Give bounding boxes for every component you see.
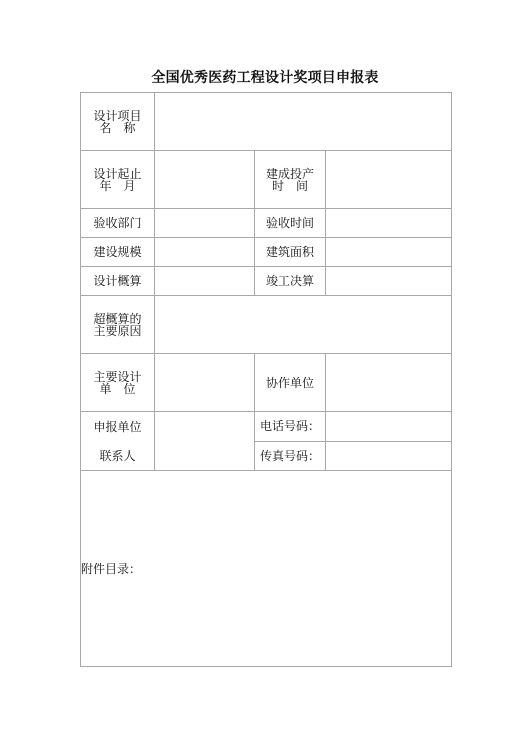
cooperation-unit-field[interactable] xyxy=(326,354,452,412)
final-accounts-label: 竣工决算 xyxy=(255,267,326,296)
main-design-unit-label-line2: 单 位 xyxy=(99,381,136,396)
phone-field[interactable] xyxy=(326,412,452,442)
project-name-label-line2: 名 称 xyxy=(99,120,136,135)
operation-time-field[interactable] xyxy=(326,151,452,209)
design-period-label xyxy=(81,151,155,209)
attachments-section[interactable] xyxy=(81,471,452,667)
building-area-field[interactable] xyxy=(326,238,452,267)
building-area-label: 建筑面积 xyxy=(255,238,326,267)
design-period-label-line2: 年 月 xyxy=(99,178,136,193)
acceptance-dept-label: 验收部门 xyxy=(81,209,155,238)
page-title: 全国优秀医药工程设计奖项目申报表 xyxy=(151,70,379,86)
design-budget-field[interactable] xyxy=(155,267,255,296)
fax-label: 传真号码： xyxy=(255,441,326,471)
row-over-budget xyxy=(81,296,452,354)
over-budget-reason-label-line1: 超概算的 xyxy=(93,311,142,326)
fax-field[interactable] xyxy=(326,441,452,471)
construction-scale-field[interactable] xyxy=(155,238,255,267)
application-form-table xyxy=(80,92,452,667)
row-budget xyxy=(81,267,452,296)
row-scale xyxy=(81,238,452,267)
project-name-label xyxy=(81,93,155,151)
acceptance-time-label: 验收时间 xyxy=(255,209,326,238)
project-name-label-line1: 设计项目 xyxy=(93,108,142,123)
operation-time-label-line1: 建成投产 xyxy=(265,166,314,181)
row-attachments xyxy=(81,471,452,667)
over-budget-reason-label-line2: 主要原因 xyxy=(93,323,142,338)
main-design-unit-label-line1: 主要设计 xyxy=(93,369,142,384)
design-budget-label: 设计概算 xyxy=(81,267,155,296)
applicant-contact-label-line1: 申报单位 xyxy=(93,419,142,434)
final-accounts-field[interactable] xyxy=(326,267,452,296)
row-design-period xyxy=(81,151,452,209)
operation-time-label-line2: 时 间 xyxy=(271,178,308,193)
row-project-name xyxy=(81,93,452,151)
row-contact-phone xyxy=(81,412,452,442)
cooperation-unit-label: 协作单位 xyxy=(255,354,326,412)
row-acceptance xyxy=(81,209,452,238)
design-period-label-line1: 设计起止 xyxy=(93,166,142,181)
over-budget-reason-field[interactable] xyxy=(155,296,452,354)
phone-label: 电话号码： xyxy=(255,412,326,442)
acceptance-dept-field[interactable] xyxy=(155,209,255,238)
acceptance-time-field[interactable] xyxy=(326,209,452,238)
operation-time-label xyxy=(255,151,326,209)
main-design-unit-label xyxy=(81,354,155,412)
attachments-label: 附件目录： xyxy=(81,561,142,576)
construction-scale-label: 建设规模 xyxy=(81,238,155,267)
applicant-contact-label xyxy=(81,412,155,471)
main-design-unit-field[interactable] xyxy=(155,354,255,412)
project-name-field[interactable] xyxy=(155,93,452,151)
applicant-contact-field[interactable] xyxy=(155,412,255,471)
over-budget-reason-label xyxy=(81,296,155,354)
design-period-field[interactable] xyxy=(155,151,255,209)
applicant-contact-label-line2: 联系人 xyxy=(99,448,136,463)
row-design-unit xyxy=(81,354,452,412)
